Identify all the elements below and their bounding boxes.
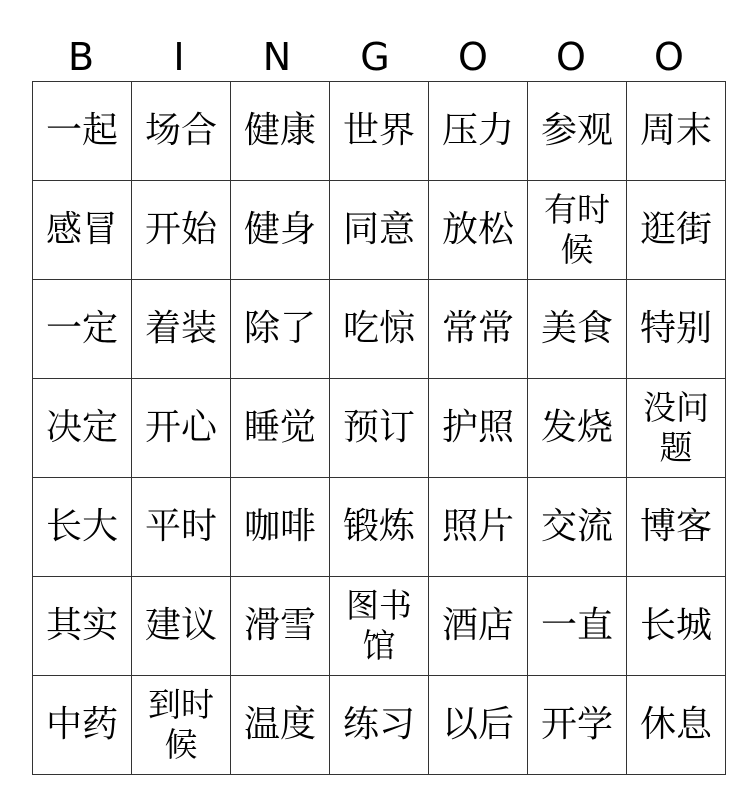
bingo-cell[interactable] — [627, 478, 726, 577]
cell-word: 健身 — [243, 209, 316, 250]
cell-word: 压力 — [441, 110, 514, 151]
cell-word: 没问题 — [643, 388, 709, 467]
cell-word: 以后 — [441, 704, 514, 745]
bingo-cell[interactable] — [231, 181, 330, 280]
bingo-cell[interactable] — [330, 181, 429, 280]
board-row — [33, 577, 726, 676]
bingo-header — [32, 34, 718, 80]
bingo-cell[interactable] — [132, 577, 231, 676]
header-letter: O — [458, 35, 488, 79]
bingo-cell[interactable] — [429, 181, 528, 280]
bingo-cell[interactable] — [528, 280, 627, 379]
cell-word: 护照 — [441, 407, 514, 448]
bingo-cell[interactable] — [627, 82, 726, 181]
bingo-board — [32, 81, 726, 775]
cell-word: 有时候 — [544, 190, 610, 269]
bingo-cell[interactable] — [627, 379, 726, 478]
bingo-cell[interactable] — [33, 181, 132, 280]
cell-word: 开学 — [540, 704, 613, 745]
board-row — [33, 82, 726, 181]
bingo-cell[interactable] — [33, 676, 132, 775]
header-letter: G — [360, 35, 390, 79]
cell-word: 睡觉 — [243, 407, 316, 448]
bingo-cell[interactable] — [330, 577, 429, 676]
bingo-cell[interactable] — [528, 478, 627, 577]
cell-word: 世界 — [342, 110, 415, 151]
bingo-cell[interactable] — [429, 379, 528, 478]
bingo-cell[interactable] — [330, 478, 429, 577]
bingo-cell[interactable] — [528, 82, 627, 181]
bingo-cell[interactable] — [330, 676, 429, 775]
cell-word: 练习 — [342, 704, 415, 745]
bingo-cell[interactable] — [330, 280, 429, 379]
bingo-cell[interactable] — [627, 676, 726, 775]
bingo-cell[interactable] — [33, 379, 132, 478]
cell-word: 健康 — [243, 110, 316, 151]
bingo-cell[interactable] — [330, 82, 429, 181]
board-row — [33, 478, 726, 577]
bingo-cell[interactable] — [33, 577, 132, 676]
bingo-cell[interactable] — [429, 676, 528, 775]
bingo-cell[interactable] — [231, 280, 330, 379]
bingo-cell[interactable] — [429, 82, 528, 181]
bingo-cell[interactable] — [528, 181, 627, 280]
bingo-cell[interactable] — [231, 478, 330, 577]
cell-word: 美食 — [540, 308, 613, 349]
bingo-cell[interactable] — [528, 379, 627, 478]
bingo-cell[interactable] — [132, 82, 231, 181]
cell-word: 一定 — [45, 308, 118, 349]
cell-word: 长城 — [639, 605, 712, 646]
cell-word: 照片 — [441, 506, 514, 547]
bingo-cell[interactable] — [429, 280, 528, 379]
cell-word: 博客 — [639, 506, 712, 547]
bingo-cell[interactable] — [528, 676, 627, 775]
cell-word: 到时候 — [148, 685, 214, 764]
board-row — [33, 181, 726, 280]
bingo-cell[interactable] — [132, 280, 231, 379]
cell-word: 平时 — [144, 506, 217, 547]
cell-word: 中药 — [45, 704, 118, 745]
bingo-cell[interactable] — [132, 181, 231, 280]
cell-word: 咖啡 — [243, 506, 316, 547]
cell-word: 发烧 — [540, 407, 613, 448]
bingo-cell[interactable] — [627, 280, 726, 379]
cell-word: 着装 — [144, 308, 217, 349]
cell-word: 开始 — [144, 209, 217, 250]
bingo-cell[interactable] — [330, 379, 429, 478]
cell-word: 一起 — [45, 110, 118, 151]
cell-word: 除了 — [243, 308, 316, 349]
cell-word: 同意 — [342, 209, 415, 250]
board-row — [33, 379, 726, 478]
bingo-cell[interactable] — [429, 577, 528, 676]
bingo-cell[interactable] — [231, 577, 330, 676]
header-letter: O — [556, 35, 586, 79]
cell-word: 场合 — [144, 110, 217, 151]
cell-word: 其实 — [45, 605, 118, 646]
bingo-cell[interactable] — [231, 676, 330, 775]
cell-word: 建议 — [144, 605, 217, 646]
bingo-cell[interactable] — [33, 280, 132, 379]
bingo-cell[interactable] — [132, 676, 231, 775]
cell-word: 锻炼 — [342, 506, 415, 547]
cell-word: 预订 — [342, 407, 415, 448]
cell-word: 开心 — [144, 407, 217, 448]
bingo-cell[interactable] — [231, 82, 330, 181]
bingo-cell[interactable] — [33, 478, 132, 577]
cell-word: 感冒 — [45, 209, 118, 250]
cell-word: 周末 — [639, 110, 712, 151]
cell-word: 图书馆 — [346, 586, 412, 665]
header-letter: B — [67, 35, 95, 79]
header-letter: I — [173, 35, 185, 79]
bingo-cell[interactable] — [231, 379, 330, 478]
cell-word: 一直 — [540, 605, 613, 646]
cell-word: 长大 — [45, 506, 118, 547]
cell-word: 常常 — [441, 308, 514, 349]
bingo-cell[interactable] — [627, 577, 726, 676]
cell-word: 滑雪 — [243, 605, 316, 646]
bingo-cell[interactable] — [33, 82, 132, 181]
cell-word: 酒店 — [441, 605, 514, 646]
cell-word: 交流 — [540, 506, 613, 547]
cell-word: 特别 — [639, 308, 712, 349]
bingo-cell[interactable] — [627, 181, 726, 280]
cell-word: 逛街 — [639, 209, 712, 250]
bingo-cell[interactable] — [132, 379, 231, 478]
board-row — [33, 676, 726, 775]
bingo-cell[interactable] — [528, 577, 627, 676]
board-row — [33, 280, 726, 379]
cell-word: 休息 — [639, 704, 712, 745]
cell-word: 放松 — [441, 209, 514, 250]
bingo-cell[interactable] — [132, 478, 231, 577]
bingo-cell[interactable] — [429, 478, 528, 577]
header-letter: N — [262, 35, 292, 79]
header-letter: O — [654, 35, 684, 79]
cell-word: 吃惊 — [342, 308, 415, 349]
cell-word: 参观 — [540, 110, 613, 151]
cell-word: 决定 — [45, 407, 118, 448]
cell-word: 温度 — [243, 704, 316, 745]
